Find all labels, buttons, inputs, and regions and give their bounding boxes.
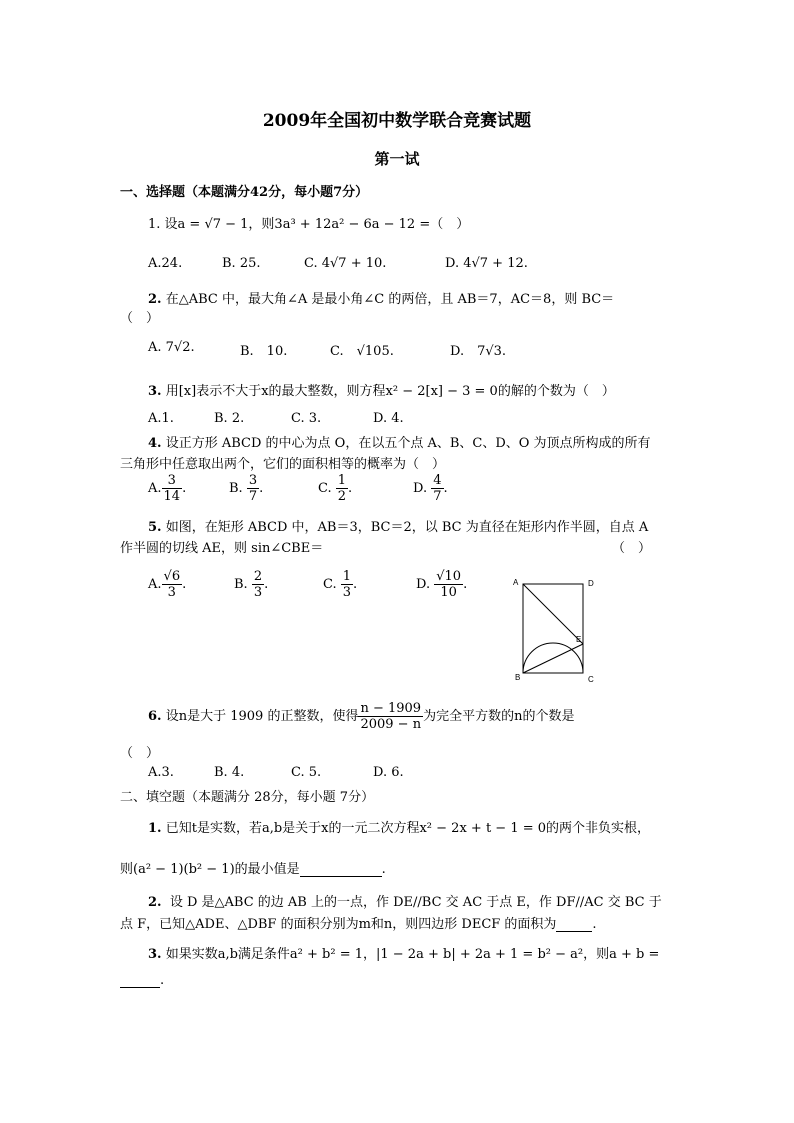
s2-q2-answer-blank[interactable] (556, 919, 592, 932)
q4-text-line2: 三角形中任意取出两个，它们的面积相等的概率为（ ） (120, 457, 446, 472)
q3-option-c: C. 3. (291, 411, 322, 426)
q4-option-d: D. $\frac{4}{7}$ . (413, 473, 448, 504)
q5-option-c: C. $\frac{1}{3}$ . (323, 569, 358, 600)
s2-q2-text: 设 D 是△ABC 的边 AB 上的一点，作 DE//BC 交 AC 于点 E，作 DF//AC 交 BC 于 (169, 895, 662, 910)
q4-option-b-label: B. (229, 481, 243, 496)
label-a: A (513, 578, 519, 587)
s2-q2-text2: 点 F，已知△ADE、△DBF 的面积分别为m和n，则四边形 DECF 的面积为 (120, 917, 557, 932)
s2-q3-text-line2 (120, 973, 164, 988)
q4-option-c-numerator: 1 (337, 473, 347, 488)
q5-text: 如图，在矩形 ABCD 中，AB＝3，BC＝2，以 BC 为直径在矩形内作半圆，自点 A (165, 520, 649, 535)
s2-q3-number: 3. (148, 947, 162, 962)
q5-text-line1 (148, 516, 648, 535)
segment-be (523, 644, 583, 673)
section2-heading: 二、填空题（本题满分 28分，每小题 7分） (120, 790, 375, 805)
q6-text-after: 为完全平方数的n的个数是 (423, 709, 575, 724)
q4-option-a-denominator: 14 (163, 489, 181, 504)
s2-q3-text-line1 (148, 943, 659, 962)
q5-bracket: （ ） (612, 541, 652, 556)
s2-q1-answer-blank[interactable] (300, 864, 382, 877)
q4-option-a-label: A. (148, 481, 162, 496)
q4-text-line1 (148, 432, 651, 451)
q5-option-a-numerator: √6 (163, 569, 181, 584)
q3-text-line (148, 380, 615, 399)
q5-option-b: B. $\frac{2}{3}$ . (234, 569, 269, 600)
q2-number: 2. (148, 292, 162, 307)
q4-option-a: A. $\frac{3}{14}$ . (148, 473, 187, 504)
section1-heading: 一、选择题（本题满分42分，每小题7分） (120, 185, 369, 200)
q5-figure (508, 574, 604, 686)
q1-option-a: A.24. (148, 256, 183, 271)
s2-q1-text-line1 (148, 817, 650, 836)
q3-option-b: B. 2. (214, 411, 245, 426)
q4-option-b-denominator: 7 (248, 489, 258, 504)
s2-q1-end: . (381, 862, 386, 877)
q5-option-a-label: A. (148, 577, 162, 592)
q3-number: 3. (148, 384, 162, 399)
q5-option-a: A. $\frac{√6}{3}$ . (148, 569, 187, 600)
label-c: C (588, 675, 594, 684)
q4-option-c-label: C. (318, 481, 332, 496)
q6-option-a: A.3. (148, 765, 174, 780)
q3-option-a: A.1. (148, 411, 174, 426)
q5-option-c-label: C. (323, 577, 337, 592)
q2-option-a: A. 7√2. (148, 340, 195, 355)
q5-option-d-numerator: √10 (436, 569, 462, 584)
s2-q1-text: 已知t是实数，若a,b是关于x的一元二次方程x² − 2x + t − 1 = 0的两个非负实根， (165, 821, 651, 836)
s2-q2-number: 2. (148, 895, 162, 910)
q4-option-d-numerator: 4 (433, 473, 442, 488)
q1-option-d: D. 4√7 + 12. (445, 256, 528, 271)
q5-option-d-denominator: 10 (440, 585, 457, 600)
q1-option-b: B. 25. (222, 256, 261, 271)
page-subtitle: 第一试 (374, 150, 420, 168)
q6-option-c: C. 5. (291, 765, 322, 780)
q5-option-b-denominator: 3 (253, 585, 263, 600)
q2-option-b: B. 10. (240, 344, 288, 359)
q2-option-c: C. √105. (330, 344, 394, 359)
s2-q1-text2: 则(a² − 1)(b² − 1)的最小值是 (120, 862, 300, 877)
q6-option-d: D. 6. (373, 765, 404, 780)
s2-q2-text-line2 (120, 913, 597, 932)
q4-number: 4. (148, 436, 162, 451)
q5-number: 5. (148, 520, 162, 535)
q1-option-c: C. 4√7 + 10. (304, 256, 387, 271)
q4-option-c: C. $\frac{1}{2}$ . (318, 473, 353, 504)
q6-text-line2: （ ） (120, 746, 160, 761)
s2-q3-text: 如果实数a,b满足条件a² + b² = 1，|1 − 2a + b| + 2a + 1 = b² − a²，则a + b = (165, 947, 660, 962)
q4-option-b: B. $\frac{3}{7}$ . (229, 473, 264, 504)
q3-text: 用[x]表示不大于x的最大整数，则方程x² − 2[x] − 3 = 0的解的个数为（ ） (165, 384, 615, 399)
q5-option-b-numerator: 2 (253, 569, 263, 584)
q5-text-line2: 作半圆的切线 AE，则 sin∠CBE＝ (120, 541, 324, 556)
s2-q1-number: 1. (148, 821, 162, 836)
q4-option-d-label: D. (413, 481, 428, 496)
q5-option-c-numerator: 1 (342, 569, 352, 584)
q6-number: 6. (148, 709, 162, 724)
q2-option-d: D. 7√3. (450, 344, 507, 359)
q6-fraction-numerator: n − 1909 (360, 701, 422, 716)
q3-option-d: D. 4. (373, 411, 404, 426)
label-e: E (576, 635, 582, 644)
tangent-line-ae (523, 584, 583, 644)
q4-option-a-numerator: 3 (162, 473, 183, 489)
q5-option-d-label: D. (416, 577, 431, 592)
s2-q2-end: . (592, 917, 597, 932)
q1-text: 1. 设a = √7 − 1，则3a³ + 12a² − 6a − 12 =（ ） (148, 217, 470, 232)
q5-option-d: D. $\frac{√10}{10}$ . (416, 569, 468, 600)
s2-q1-text-line2 (120, 858, 386, 877)
q5-option-b-label: B. (234, 577, 248, 592)
s2-q3-answer-blank[interactable] (120, 975, 160, 988)
q4-option-b-numerator: 3 (248, 473, 258, 488)
s2-q3-end: . (160, 973, 165, 988)
q4-option-c-denominator: 2 (337, 489, 347, 504)
q6-option-b: B. 4. (214, 765, 245, 780)
label-b: B (515, 673, 521, 682)
page-title: 2009年全国初中数学联合竞赛试题 (262, 111, 532, 131)
q6-text-line1 (148, 701, 574, 732)
q6-fraction-denominator: 2009 − n (360, 717, 422, 732)
q4-option-d-denominator: 7 (433, 489, 442, 504)
q2-text-line2: （ ） (120, 311, 160, 326)
rectangle-abcd (523, 584, 583, 673)
q2-text-line1 (148, 288, 614, 307)
s2-q2-text-line1 (148, 891, 662, 910)
q4-text: 设正方形 ABCD 的中心为点 O，在以五个点 A、B、C、D、O 为顶点所构成的所有 (165, 436, 651, 451)
q5-option-a-denominator: 3 (167, 585, 176, 600)
q6-text-before: 设n是大于 1909 的正整数，使得 (165, 709, 359, 724)
label-d: D (588, 579, 594, 588)
q5-option-c-denominator: 3 (342, 585, 352, 600)
q2-text: 在△ABC 中，最大角∠A 是最小角∠C 的两倍，且 AB＝7，AC＝8，则 BC＝ (165, 292, 615, 307)
